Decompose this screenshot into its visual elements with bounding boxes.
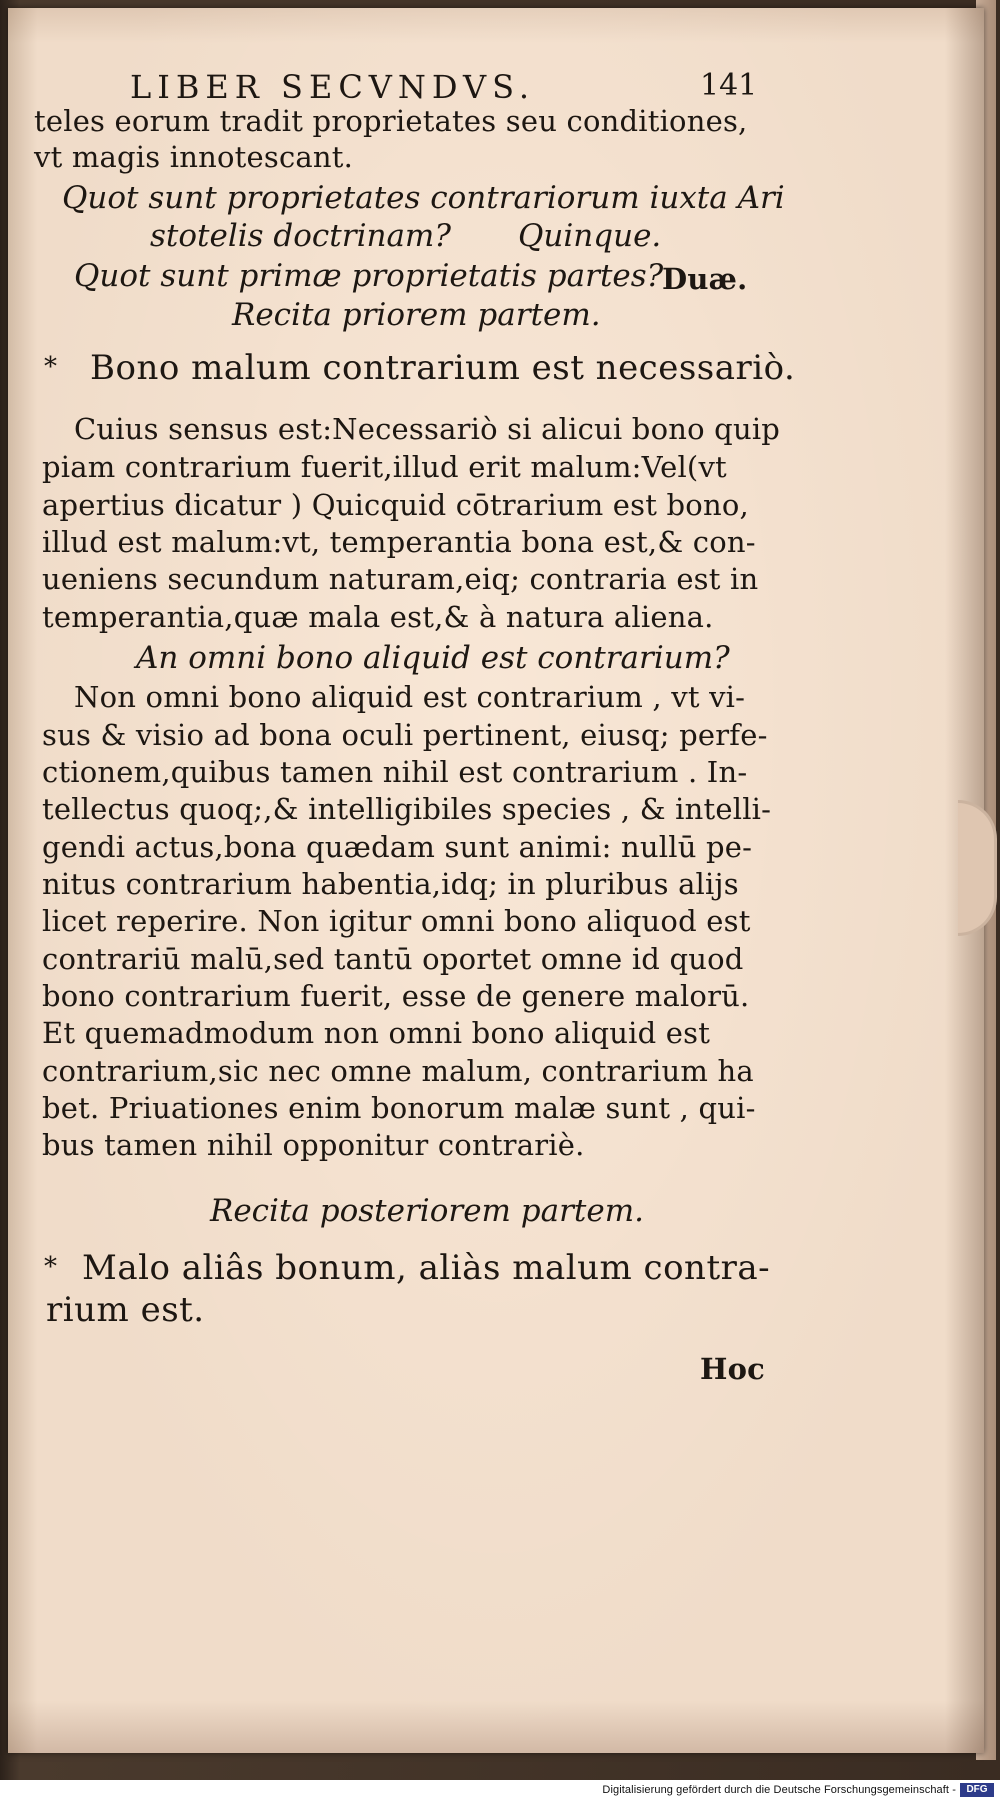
text-line: licet reperire. Non igitur omni bono aliquod est — [42, 904, 751, 938]
text-line: gendi actus,bona quædam sunt animi: nullū pe- — [42, 830, 753, 864]
catchword: Hoc — [700, 1352, 766, 1386]
thesis-line: Malo aliâs bonum, aliàs malum contra- — [82, 1248, 771, 1288]
text-line: sus & visio ad bona oculi pertinent, eiusq; perfe- — [42, 718, 768, 752]
text-line: piam contrarium fuerit,illud erit malum:Vel(vt — [42, 450, 727, 484]
question-line: Quot sunt primæ proprietatis partes? — [74, 258, 664, 294]
question-line: stotelis doctrinam? — [150, 218, 451, 254]
text-line: bono contrarium fuerit, esse de genere malorū. — [42, 979, 750, 1013]
asterisk-mark: * — [44, 1252, 57, 1282]
text-line: ctionem,quibus tamen nihil est contrarium . In- — [42, 755, 748, 789]
answer: Quinque. — [518, 218, 662, 254]
thesis-line: rium est. — [46, 1290, 205, 1330]
page-number: 141 — [700, 68, 758, 103]
text-line: temperantia,quæ mala est,& à natura aliena. — [42, 600, 714, 634]
text-line: Cuius sensus est:Necessariò si alicui bono quip — [74, 412, 781, 446]
running-head: LIBER SECVNDVS. — [130, 68, 536, 106]
question-line: Recita posteriorem partem. — [210, 1193, 644, 1229]
text-line: apertius dicatur ) Quicquid cōtrarium est bono, — [42, 488, 749, 522]
text-line: contrarium,sic nec omne malum, contrarium ha — [42, 1054, 754, 1088]
text-line: illud est malum:vt, temperantia bona est,& con- — [42, 525, 756, 559]
answer: Duæ. — [662, 262, 748, 296]
text-line: tellectus quoq;,& intelligibiles species , & intelli- — [42, 792, 772, 826]
question-line: An omni bono aliquid est contrarium? — [136, 640, 730, 676]
text-line: Non omni bono aliquid est contrarium , vt vi- — [74, 680, 746, 714]
text-line: nitus contrarium habentia,idq; in pluribus alijs — [42, 867, 739, 901]
question-line: Recita priorem partem. — [232, 297, 601, 333]
page-clip — [958, 800, 997, 936]
text-line: teles eorum tradit proprietates seu conditiones, — [34, 104, 748, 138]
text-line: bus tamen nihil opponitur contrariè. — [42, 1128, 585, 1162]
text-line: bet. Priuationes enim bonorum malæ sunt , qui- — [42, 1091, 756, 1125]
question-line: Quot sunt proprietates contrariorum iuxta Ari — [62, 180, 785, 216]
text-line: Et quemadmodum non omni bono aliquid est — [42, 1016, 711, 1050]
digitization-credit: Digitalisierung gefördert durch die Deutsche Forschungsgemeinschaft - — [602, 1784, 956, 1796]
text-line: vt magis innotescant. — [34, 140, 354, 174]
thesis-line: Bono malum contrarium est necessariò. — [90, 348, 796, 388]
dfg-logo: DFG — [960, 1783, 994, 1797]
text-line: ueniens secundum naturam,eiq; contraria est in — [42, 562, 759, 596]
text-line: contrariū malū,sed tantū oportet omne id quod — [42, 942, 744, 976]
asterisk-mark: * — [44, 352, 57, 382]
